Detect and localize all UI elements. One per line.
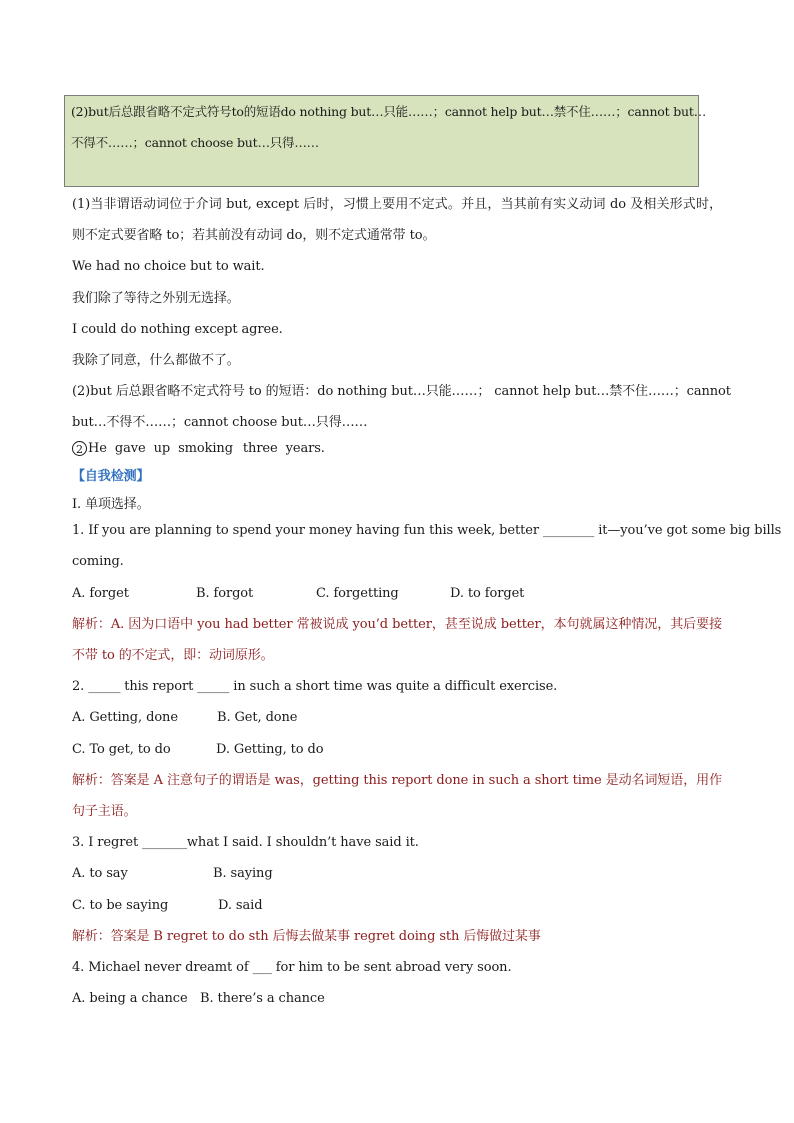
- note-box-line-1: (2)but后总跟省略不定式符号to的短语do nothing but…只能……；cannot help but…禁不住……；cannot but…: [71, 104, 707, 119]
- question-2-analysis-cont: 句子主语。: [72, 804, 137, 819]
- option-b: B. Get, done: [217, 710, 298, 725]
- option-a: A. to say: [72, 866, 128, 881]
- word: years.: [285, 441, 325, 456]
- option-b: B. there’s a chance: [200, 991, 325, 1006]
- option-d: D. said: [218, 898, 263, 913]
- question-4-stem: 4. Michael never dreamt of ___ for him to be sent abroad very soon.: [72, 960, 512, 975]
- option-b: B. saying: [213, 866, 273, 881]
- question-2-stem: 2. _____ this report _____ in such a short time was quite a difficult exercise.: [72, 679, 558, 694]
- rule2-line-2: but…不得不……；cannot choose but…只得……: [72, 415, 368, 430]
- example-en-1: We had no choice but to wait.: [72, 259, 265, 274]
- part-title: I. 单项选择。: [72, 497, 150, 512]
- option-d: D. Getting, to do: [216, 742, 324, 757]
- note-box-line-2: 不得不……；cannot choose but…只得……: [71, 135, 319, 150]
- word: up: [153, 441, 171, 456]
- question-1-analysis-cont: 不带 to 的不定式，即：动词原形。: [72, 648, 274, 663]
- example-en-2: I could do nothing except agree.: [72, 322, 283, 337]
- option-c: C. To get, to do: [72, 742, 171, 757]
- option-c: C. to be saying: [72, 898, 169, 913]
- word: gave: [114, 441, 146, 456]
- question-1-stem: 1. If you are planning to spend your money having fun this week, better ________ it—you’ve got some big bills: [72, 523, 782, 538]
- word: three: [242, 441, 278, 456]
- section-title: 【自我检测】: [72, 469, 150, 484]
- option-a: A. being a chance: [72, 991, 188, 1006]
- item-2-sentence: [72, 440, 333, 458]
- note-box: [64, 95, 707, 187]
- rule2-line-1: (2)but 后总跟省略不定式符号 to 的短语：do nothing but…只能……； cannot help but…禁不住……；cannot: [72, 384, 731, 399]
- question-1-stem-cont: coming.: [72, 554, 124, 569]
- word: He: [88, 441, 107, 456]
- option-c: C. forgetting: [316, 586, 399, 601]
- rule1-line-2: 则不定式要省略 to；若其前没有动词 do，则不定式通常带 to。: [72, 228, 436, 243]
- question-2-analysis: 解析：答案是 A 注意句子的谓语是 was，getting this report done in such a short time 是动名词短语，用作: [72, 773, 722, 788]
- rule1-line-1: (1)当非谓语动词位于介词 but, except 后时，习惯上要用不定式。并且，当其前有实义动词 do 及相关形式时，: [72, 197, 722, 212]
- question-1-analysis: 解析：A. 因为口语中 you had better 常被说成 you’d better，甚至说成 better，本句就属这种情况，其后要接: [72, 617, 722, 632]
- example-zh-1: 我们除了等待之外别无选择。: [72, 291, 240, 306]
- option-a: A. forget: [72, 586, 129, 601]
- option-a: A. Getting, done: [72, 710, 178, 725]
- question-3-analysis: 解析：答案是 B regret to do sth 后悔去做某事 regret doing sth 后悔做过某事: [72, 929, 541, 944]
- option-b: B. forgot: [196, 586, 254, 601]
- example-zh-2: 我除了同意，什么都做不了。: [72, 353, 240, 368]
- word: smoking: [178, 441, 233, 456]
- option-d: D. to forget: [450, 586, 525, 601]
- question-3-stem: 3. I regret _______what I said. I shouldn’t have said it.: [72, 835, 419, 850]
- circled-number-marker: 2: [72, 441, 87, 456]
